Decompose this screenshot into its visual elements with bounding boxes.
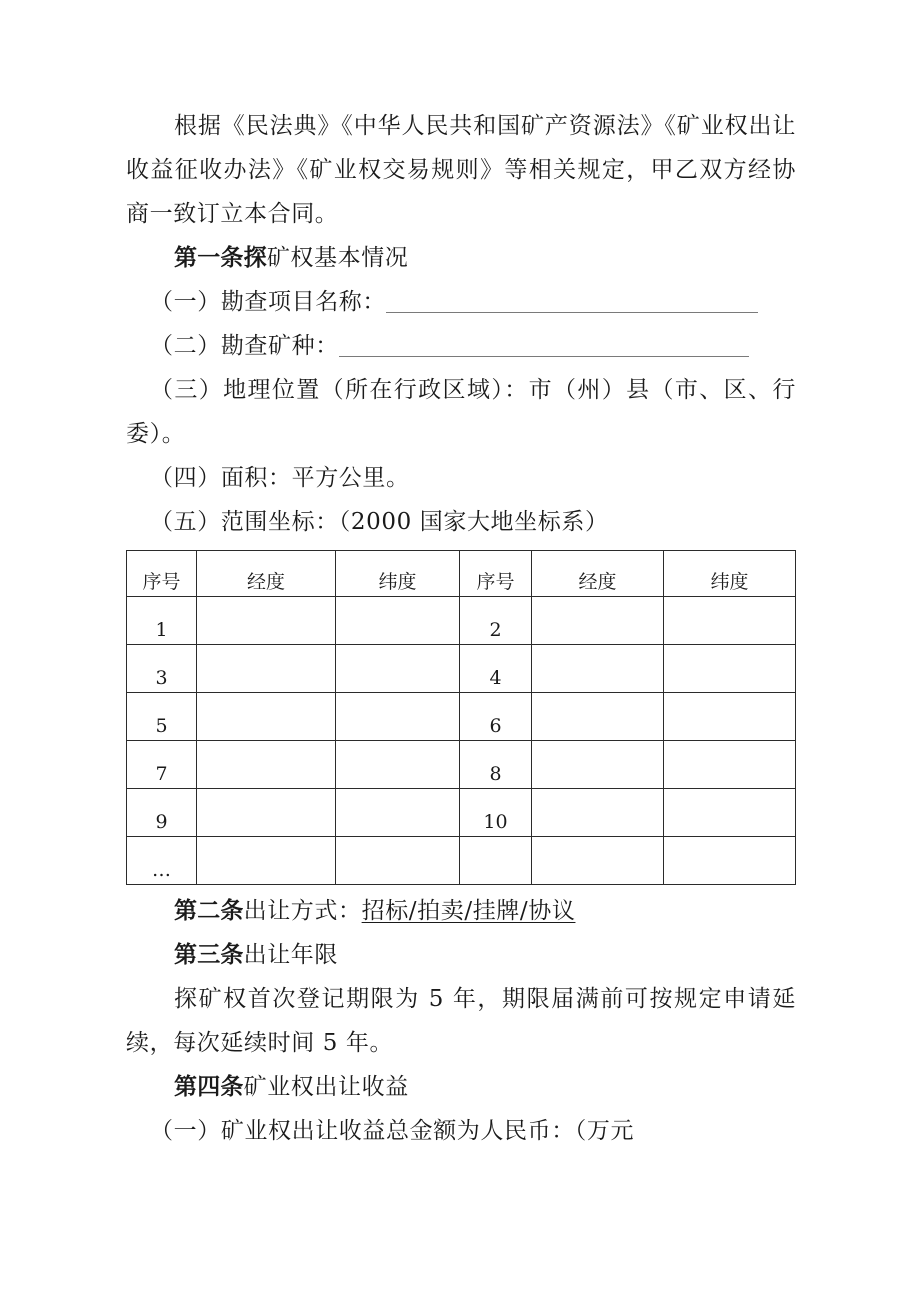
article-2-number: 第二条 — [174, 897, 244, 924]
cell-latitude[interactable] — [336, 597, 460, 645]
table-row — [127, 789, 796, 837]
item-text: 地理位置（所在行政区域）：市（州）县（市、区、行委）。 — [126, 377, 796, 447]
article-1-title: 矿权基本情况 — [266, 245, 409, 271]
item-marker: （二） — [150, 333, 221, 359]
cell-index: 8 — [460, 741, 532, 789]
cell-index: 9 — [127, 789, 197, 837]
cell-longitude[interactable] — [532, 693, 664, 741]
cell-latitude[interactable] — [664, 789, 796, 837]
cell-latitude[interactable] — [664, 741, 796, 789]
cell-index: 5 — [127, 693, 197, 741]
column-header-index-2: 序号 — [460, 551, 532, 597]
table-header-row — [127, 551, 796, 597]
cell-latitude[interactable] — [336, 645, 460, 693]
article-3-body: 探矿权首次登记期限为 5 年，期限届满前可按规定申请延续，每次延续时间 5 年。 — [126, 986, 796, 1056]
item-marker: （五） — [150, 509, 221, 535]
table-row — [127, 645, 796, 693]
cell-longitude[interactable] — [197, 693, 336, 741]
cell-latitude[interactable] — [336, 693, 460, 741]
cell-index: 6 — [460, 693, 532, 741]
column-header-latitude-1: 纬度 — [336, 551, 460, 597]
article-4-heading — [126, 1065, 796, 1109]
document-body — [126, 104, 796, 1153]
article-4-item-1 — [126, 1109, 796, 1153]
column-header-longitude-1: 经度 — [197, 551, 336, 597]
cell-latitude[interactable] — [664, 597, 796, 645]
article-2-heading — [126, 889, 796, 933]
article-1-item-3 — [126, 368, 796, 456]
item-marker: （一） — [150, 289, 221, 315]
article-1-heading — [126, 236, 796, 280]
table-row — [127, 693, 796, 741]
cell-longitude[interactable] — [532, 789, 664, 837]
cell-longitude[interactable] — [197, 789, 336, 837]
article-3-number: 第三条 — [174, 941, 244, 968]
article-4-number: 第四条 — [174, 1073, 244, 1100]
coordinate-table-body — [127, 597, 796, 885]
article-3-title: 出让年限 — [243, 942, 339, 968]
item-text: 矿业权出让收益总金额为人民币：（万元 — [220, 1118, 635, 1144]
item-marker: （一） — [150, 1118, 221, 1144]
table-row — [127, 741, 796, 789]
item-marker: （四） — [150, 465, 221, 491]
article-2-title: 出让方式： — [243, 898, 362, 924]
coordinate-table — [126, 550, 796, 885]
cell-index: 7 — [127, 741, 197, 789]
cell-index: 4 — [460, 645, 532, 693]
article-1-item-1 — [126, 280, 796, 324]
cell-index — [460, 837, 532, 885]
cell-longitude[interactable] — [197, 837, 336, 885]
item-marker: （三） — [150, 377, 224, 403]
article-1-title-bold-tail: 探 — [243, 244, 267, 271]
table-row — [127, 837, 796, 885]
article-1-number: 第一条 — [174, 244, 244, 271]
cell-longitude[interactable] — [532, 597, 664, 645]
column-header-longitude-2: 经度 — [532, 551, 664, 597]
cell-latitude[interactable] — [664, 693, 796, 741]
cell-index: 1 — [127, 597, 197, 645]
cell-latitude[interactable] — [336, 789, 460, 837]
article-4-title: 矿业权出让收益 — [243, 1074, 409, 1100]
column-header-latitude-2: 纬度 — [664, 551, 796, 597]
cell-index: 10 — [460, 789, 532, 837]
item-text: 勘查项目名称： — [220, 289, 387, 315]
cell-index: … — [127, 837, 197, 885]
article-1-item-4 — [126, 456, 796, 500]
cell-index: 2 — [460, 597, 532, 645]
cell-longitude[interactable] — [532, 741, 664, 789]
cell-longitude[interactable] — [197, 597, 336, 645]
cell-longitude[interactable] — [197, 741, 336, 789]
item-text: 勘查矿种： — [220, 333, 339, 359]
cell-longitude[interactable] — [532, 645, 664, 693]
mineral-type-blank[interactable] — [339, 334, 749, 357]
project-name-blank[interactable] — [386, 290, 758, 313]
article-1-item-5 — [126, 500, 796, 544]
transfer-method-value[interactable]: 招标/拍卖/挂牌/协议 — [361, 898, 576, 924]
coordinate-table-wrapper — [126, 550, 796, 885]
table-row — [127, 597, 796, 645]
cell-latitude[interactable] — [664, 645, 796, 693]
preamble-paragraph: 根据《民法典》《中华人民共和国矿产资源法》《矿业权出让收益征收办法》《矿业权交易规则》等相关规定，甲乙双方经协商一致订立本合同。 — [126, 113, 796, 227]
column-header-index-1: 序号 — [127, 551, 197, 597]
item-text: 面积：平方公里。 — [220, 465, 410, 491]
cell-latitude[interactable] — [336, 837, 460, 885]
item-text: 范围坐标：（2000 国家大地坐标系） — [220, 509, 609, 535]
article-1-item-2 — [126, 324, 796, 368]
article-3-heading — [126, 933, 796, 977]
cell-index: 3 — [127, 645, 197, 693]
cell-latitude[interactable] — [336, 741, 460, 789]
cell-latitude[interactable] — [664, 837, 796, 885]
cell-longitude[interactable] — [532, 837, 664, 885]
cell-longitude[interactable] — [197, 645, 336, 693]
